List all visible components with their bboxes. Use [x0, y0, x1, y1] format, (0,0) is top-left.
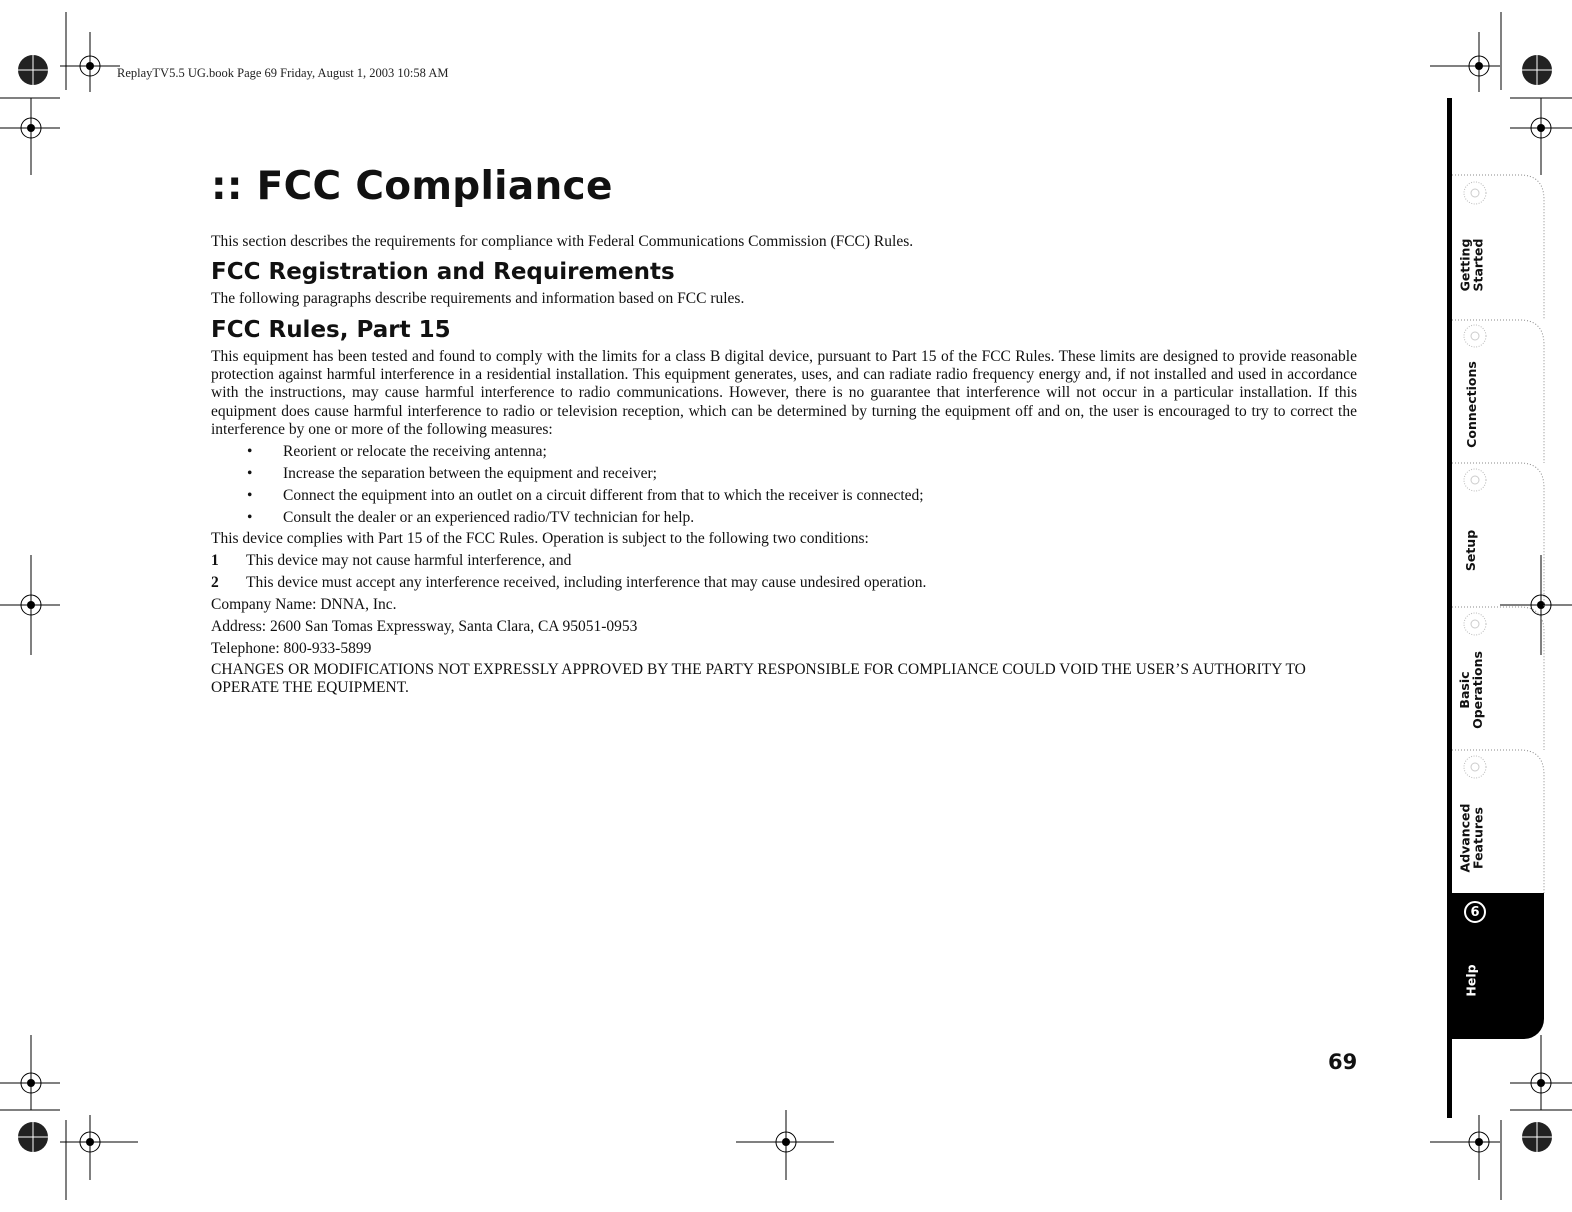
modifications-warning: CHANGES OR MODIFICATIONS NOT EXPRESSLY APPROVED BY THE PARTY RESPONSIBLE FOR COMPLIANCE COULD VOID THE USER’S AUTHORITY TO OPERATE THE EQUIPMENT.: [211, 661, 1306, 696]
tab-getting-started[interactable]: [1458, 220, 1484, 310]
company-telephone: Telephone: 800-933-5899: [211, 640, 372, 657]
book-header: ReplayTV5.5 UG.book Page 69 Friday, August 1, 2003 10:58 AM: [117, 66, 449, 80]
disc-icon: [1462, 323, 1488, 349]
list-item-text: Increase the separation between the equipment and receiver;: [283, 465, 657, 482]
company-name: Company Name: DNNA, Inc.: [211, 596, 397, 613]
part15-paragraph: This equipment has been tested and found to comply with the limits for a class B digital device, pursuant to Part 15 of the FCC Rules. These limits are designed to provide reasonable protection against harmful interference in a residential installation. This equipment generates, uses, and can radiate radio frequency energy and, if not installed and used in accordance with the instructions, may cause harmful interference to radio communications. However, there is no guarantee that interference will not occur in a particular installation. If this equipment does cause harmful interference to radio or television reception, which can be determined by turning the equipment off and on, the user is encouraged to try to correct the interference by one or more of the following measures:: [211, 348, 1357, 438]
tab-label: Help: [1463, 963, 1479, 997]
intro-text: This section describes the requirements for compliance with Federal Communications Commission (FCC) Rules.: [211, 233, 914, 250]
bullet-icon: •: [247, 509, 253, 526]
section-heading-part15: FCC Rules, Part 15: [211, 317, 451, 343]
bullet-icon: •: [247, 465, 253, 482]
page-number: 69: [1328, 1050, 1358, 1074]
section-heading-registration: FCC Registration and Requirements: [211, 259, 675, 285]
tab-label: Connections: [1463, 360, 1479, 448]
list-item: [211, 485, 924, 507]
list-item: [211, 507, 924, 529]
disc-icon: [1462, 611, 1488, 637]
bullet-icon: •: [247, 487, 253, 504]
condition-number: 1: [211, 552, 219, 569]
disc-icon: [1462, 467, 1488, 493]
list-item-text: Consult the dealer or an experienced radio/TV technician for help.: [283, 509, 695, 526]
tab-label: Advanced Features: [1457, 803, 1486, 873]
chapter-number: 6: [1466, 903, 1484, 921]
compliance-line: This device complies with Part 15 of the FCC Rules. Operation is subject to the following two conditions:: [211, 530, 869, 547]
condition-number: 2: [211, 574, 219, 591]
list-item-text: Connect the equipment into an outlet on a circuit different from that to which the receiver is connected;: [283, 487, 924, 504]
page-title: :: FCC Compliance: [211, 164, 613, 209]
tab-advanced-features[interactable]: [1458, 790, 1484, 886]
tab-basic-operations[interactable]: [1458, 640, 1484, 740]
disc-icon: [1462, 180, 1488, 206]
tab-connections[interactable]: [1458, 352, 1484, 456]
measures-list: [211, 441, 924, 529]
list-item: [211, 441, 924, 463]
registration-text: The following paragraphs describe requirements and information based on FCC rules.: [211, 290, 745, 307]
condition-item: [211, 552, 571, 570]
tab-label: Setup: [1463, 529, 1479, 571]
chapter-badge: [1462, 899, 1488, 925]
condition-text: This device may not cause harmful interference, and: [246, 552, 572, 569]
tab-label: Basic Operations: [1457, 651, 1485, 729]
disc-icon: [1462, 754, 1488, 780]
condition-item: [211, 574, 926, 592]
tab-setup[interactable]: [1458, 520, 1484, 580]
company-address: Address: 2600 San Tomas Expressway, Santa Clara, CA 95051-0953: [211, 618, 638, 635]
bullet-icon: •: [247, 443, 253, 460]
condition-text: This device must accept any interference received, including interference that may cause undesired operation.: [246, 574, 927, 591]
tab-label: Getting Started: [1457, 238, 1486, 292]
list-item-text: Reorient or relocate the receiving antenna;: [283, 443, 547, 460]
list-item: [211, 463, 924, 485]
tab-help-label: [1458, 950, 1484, 1010]
